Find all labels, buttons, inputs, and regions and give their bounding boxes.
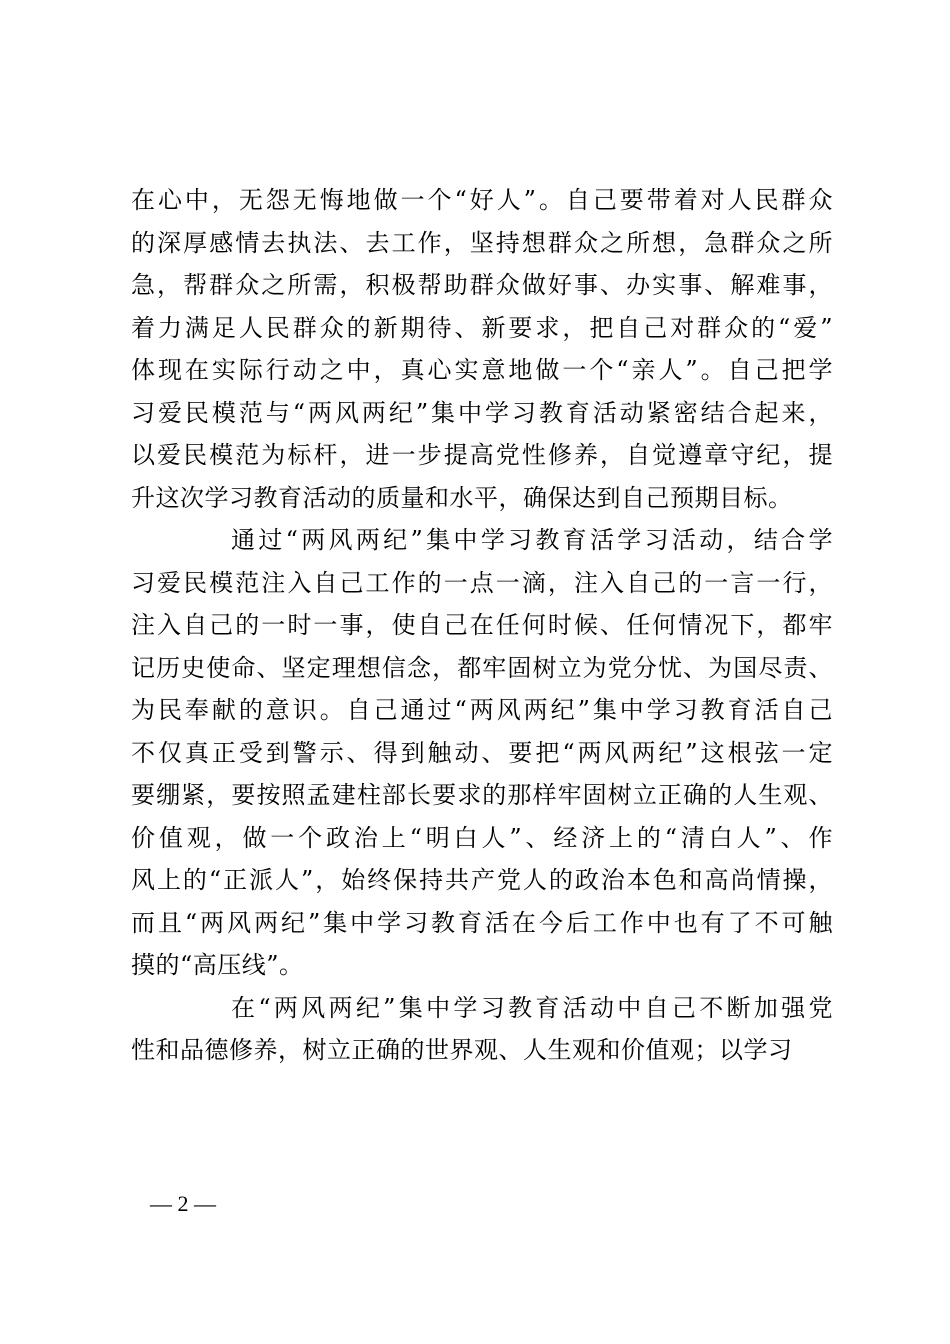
- text-line: 以爱民模范为标杆，进一步提高党性修养，自觉遵章守纪，提: [131, 441, 833, 469]
- paragraph: [131, 519, 833, 987]
- text-line: 着力满足人民群众的新期待、新要求，把自己对群众的“爱”: [131, 313, 833, 342]
- text-line: 记历史使命、坚定理想信念，都牢固树立为党分忧、为国尽责、: [131, 653, 833, 682]
- text-line: 的深厚感情去执法、去工作，坚持想群众之所想，急群众之所: [131, 228, 833, 257]
- body-text: [131, 179, 833, 1072]
- page-number: — 2 —: [150, 1191, 216, 1216]
- text-line: 急，帮群众之所需，积极帮助群众做好事、办实事、解难事，: [131, 271, 833, 299]
- text-line: 注入自己的一时一事，使自己在任何时候、任何情况下，都牢: [131, 611, 833, 639]
- text-line: 通过“两风两纪”集中学习教育活学习活动，结合学: [231, 526, 833, 554]
- text-line: 价值观，做一个政治上“明白人”、经济上的“清白人”、作: [131, 823, 833, 852]
- text-line: 要绷紧，要按照孟建柱部长要求的那样牢固树立正确的人生观、: [131, 781, 833, 809]
- text-line: 体现在实际行动之中，真心实意地做一个“亲人”。自己把学: [131, 356, 833, 384]
- paragraph: [131, 179, 833, 519]
- text-line: 在“两风两纪”集中学习教育活动中自己不断加强党: [231, 993, 833, 1022]
- text-line: 风上的“正派人”，始终保持共产党人的政治本色和高尚情操，: [131, 866, 833, 894]
- text-line: 习爱民模范注入自己工作的一点一滴，注入自己的一言一行，: [131, 568, 833, 597]
- text-line: 为民奉献的意识。自己通过“两风两纪”集中学习教育活自己: [131, 696, 833, 724]
- text-line: 性和品德修养，树立正确的世界观、人生观和价值观；以学习: [131, 1036, 793, 1064]
- text-line: 习爱民模范与“两风两纪”集中学习教育活动紧密结合起来，: [131, 398, 833, 427]
- text-line: 而且“两风两纪”集中学习教育活在今后工作中也有了不可触: [131, 908, 833, 937]
- text-line: 升这次学习教育活动的质量和水平，确保达到自己预期目标。: [131, 483, 793, 512]
- text-line: 在心中，无怨无悔地做一个“好人”。自己要带着对人民群众: [131, 186, 833, 214]
- paragraph: [131, 987, 833, 1072]
- text-line: 摸的“高压线”。: [131, 951, 304, 979]
- text-line: 不仅真正受到警示、得到触动、要把“两风两纪”这根弦一定: [131, 738, 833, 767]
